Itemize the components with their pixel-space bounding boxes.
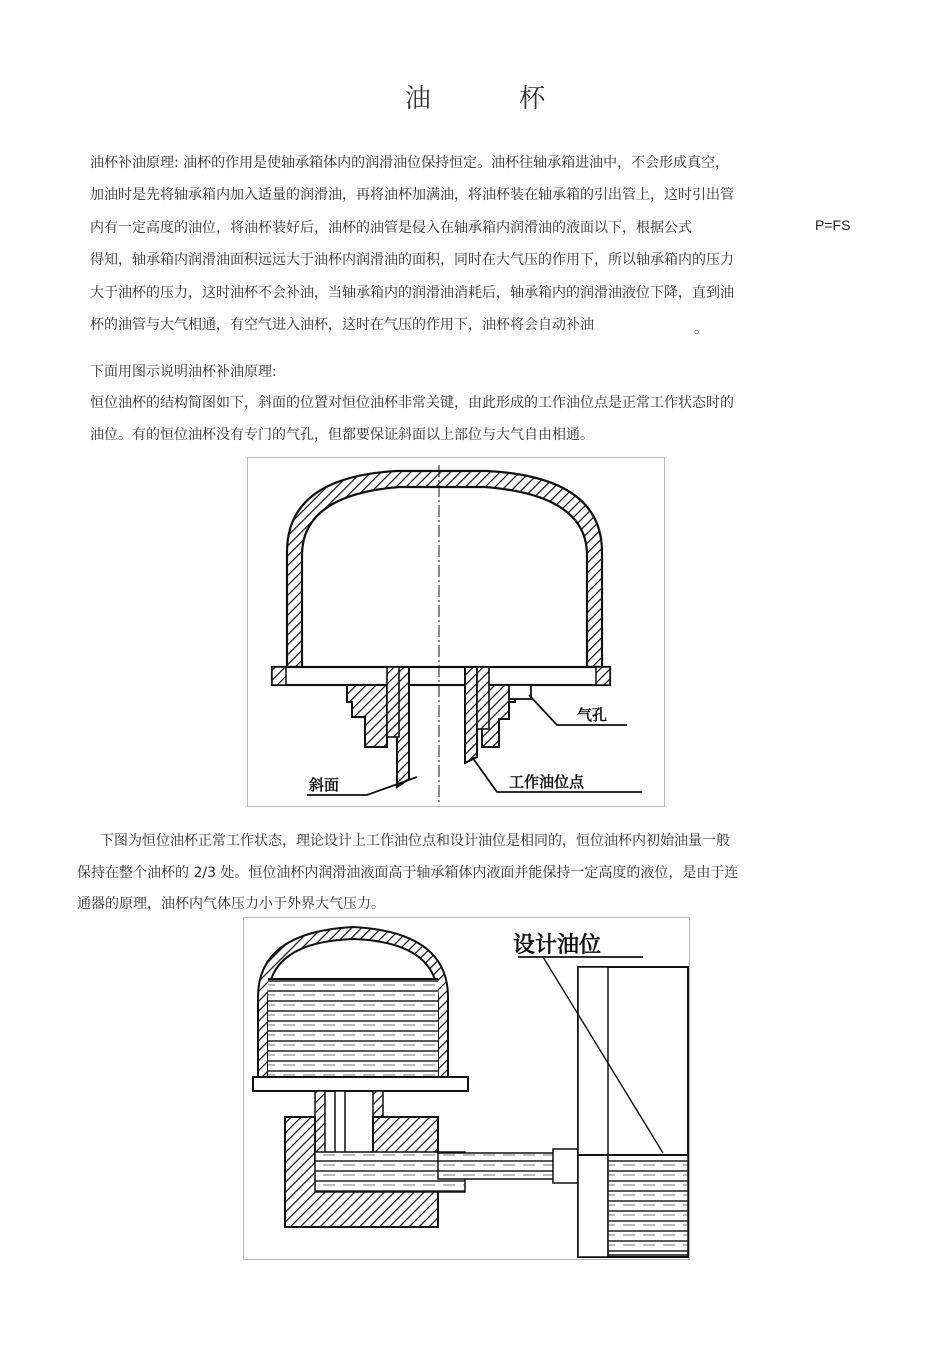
para3-line3: 通器的原理，油杯内气体压力小于外界大气压力。 (77, 896, 385, 912)
para2-line1: 下面用图示说明油杯补油原理: (90, 364, 277, 380)
bevel-label: 斜面 (309, 776, 340, 794)
para1-end-mark: 。 (694, 321, 708, 337)
para3-line2: 保持在整个油杯的 2/3 处。恒位油杯内润滑油液面高于轴承箱体内液面并能保持一定高度的液位，是由于连 (77, 865, 739, 881)
work-oil-level-label: 工作油位点 (509, 773, 585, 791)
para2-line3: 油位。有的恒位油杯没有专门的气孔，但都要保证斜面以上部位与大气自由相通。 (90, 427, 594, 443)
oil-cup-working-state-figure (243, 917, 690, 1260)
para1-line1: 油杯补油原理: 油杯的作用是使轴承箱体内的润滑油位保持恒定。油杯往轴承箱进油中，不会形成真空， (90, 155, 730, 171)
page-title: 油 杯 (404, 84, 586, 114)
vent-label: 气孔 (577, 706, 608, 724)
design-oil-level-label: 设计油位 (513, 933, 602, 958)
para3-line1: 下图为恒位油杯正常工作状态，理论设计上工作油位点和设计油位是相同的，恒位油杯内初始油量一般 (100, 833, 730, 849)
para2-line2: 恒位油杯的结构简图如下，斜面的位置对恒位油杯非常关键，由此形成的工作油位点是正常工作状态时的 (90, 395, 734, 411)
para1-line4: 得知，轴承箱内润滑油面积远远大于油杯内润滑油的面积，同时在大气压的作用下，所以轴承箱内的压力 (90, 252, 734, 268)
oil-cup-structure-figure (247, 457, 665, 807)
para1-line5: 大于油杯的压力，这时油杯不会补油，当轴承箱内的润滑油消耗后，轴承箱内的润滑油液位下降，直到油 (90, 285, 734, 301)
para1-line6: 杯的油管与大气相通，有空气进入油杯，这时在气压的作用下，油杯将会自动补油 (90, 317, 594, 333)
formula-text: P=FS (815, 217, 851, 233)
para1-line2: 加油时是先将轴承箱内加入适量的润滑油，再将油杯加满油，将油杯装在轴承箱的引出管上，这时引出管 (90, 187, 734, 203)
para1-line3: 内有一定高度的油位，将油杯装好后，油杯的油管是侵入在轴承箱内润滑油的液面以下，根据公式 (90, 220, 692, 236)
